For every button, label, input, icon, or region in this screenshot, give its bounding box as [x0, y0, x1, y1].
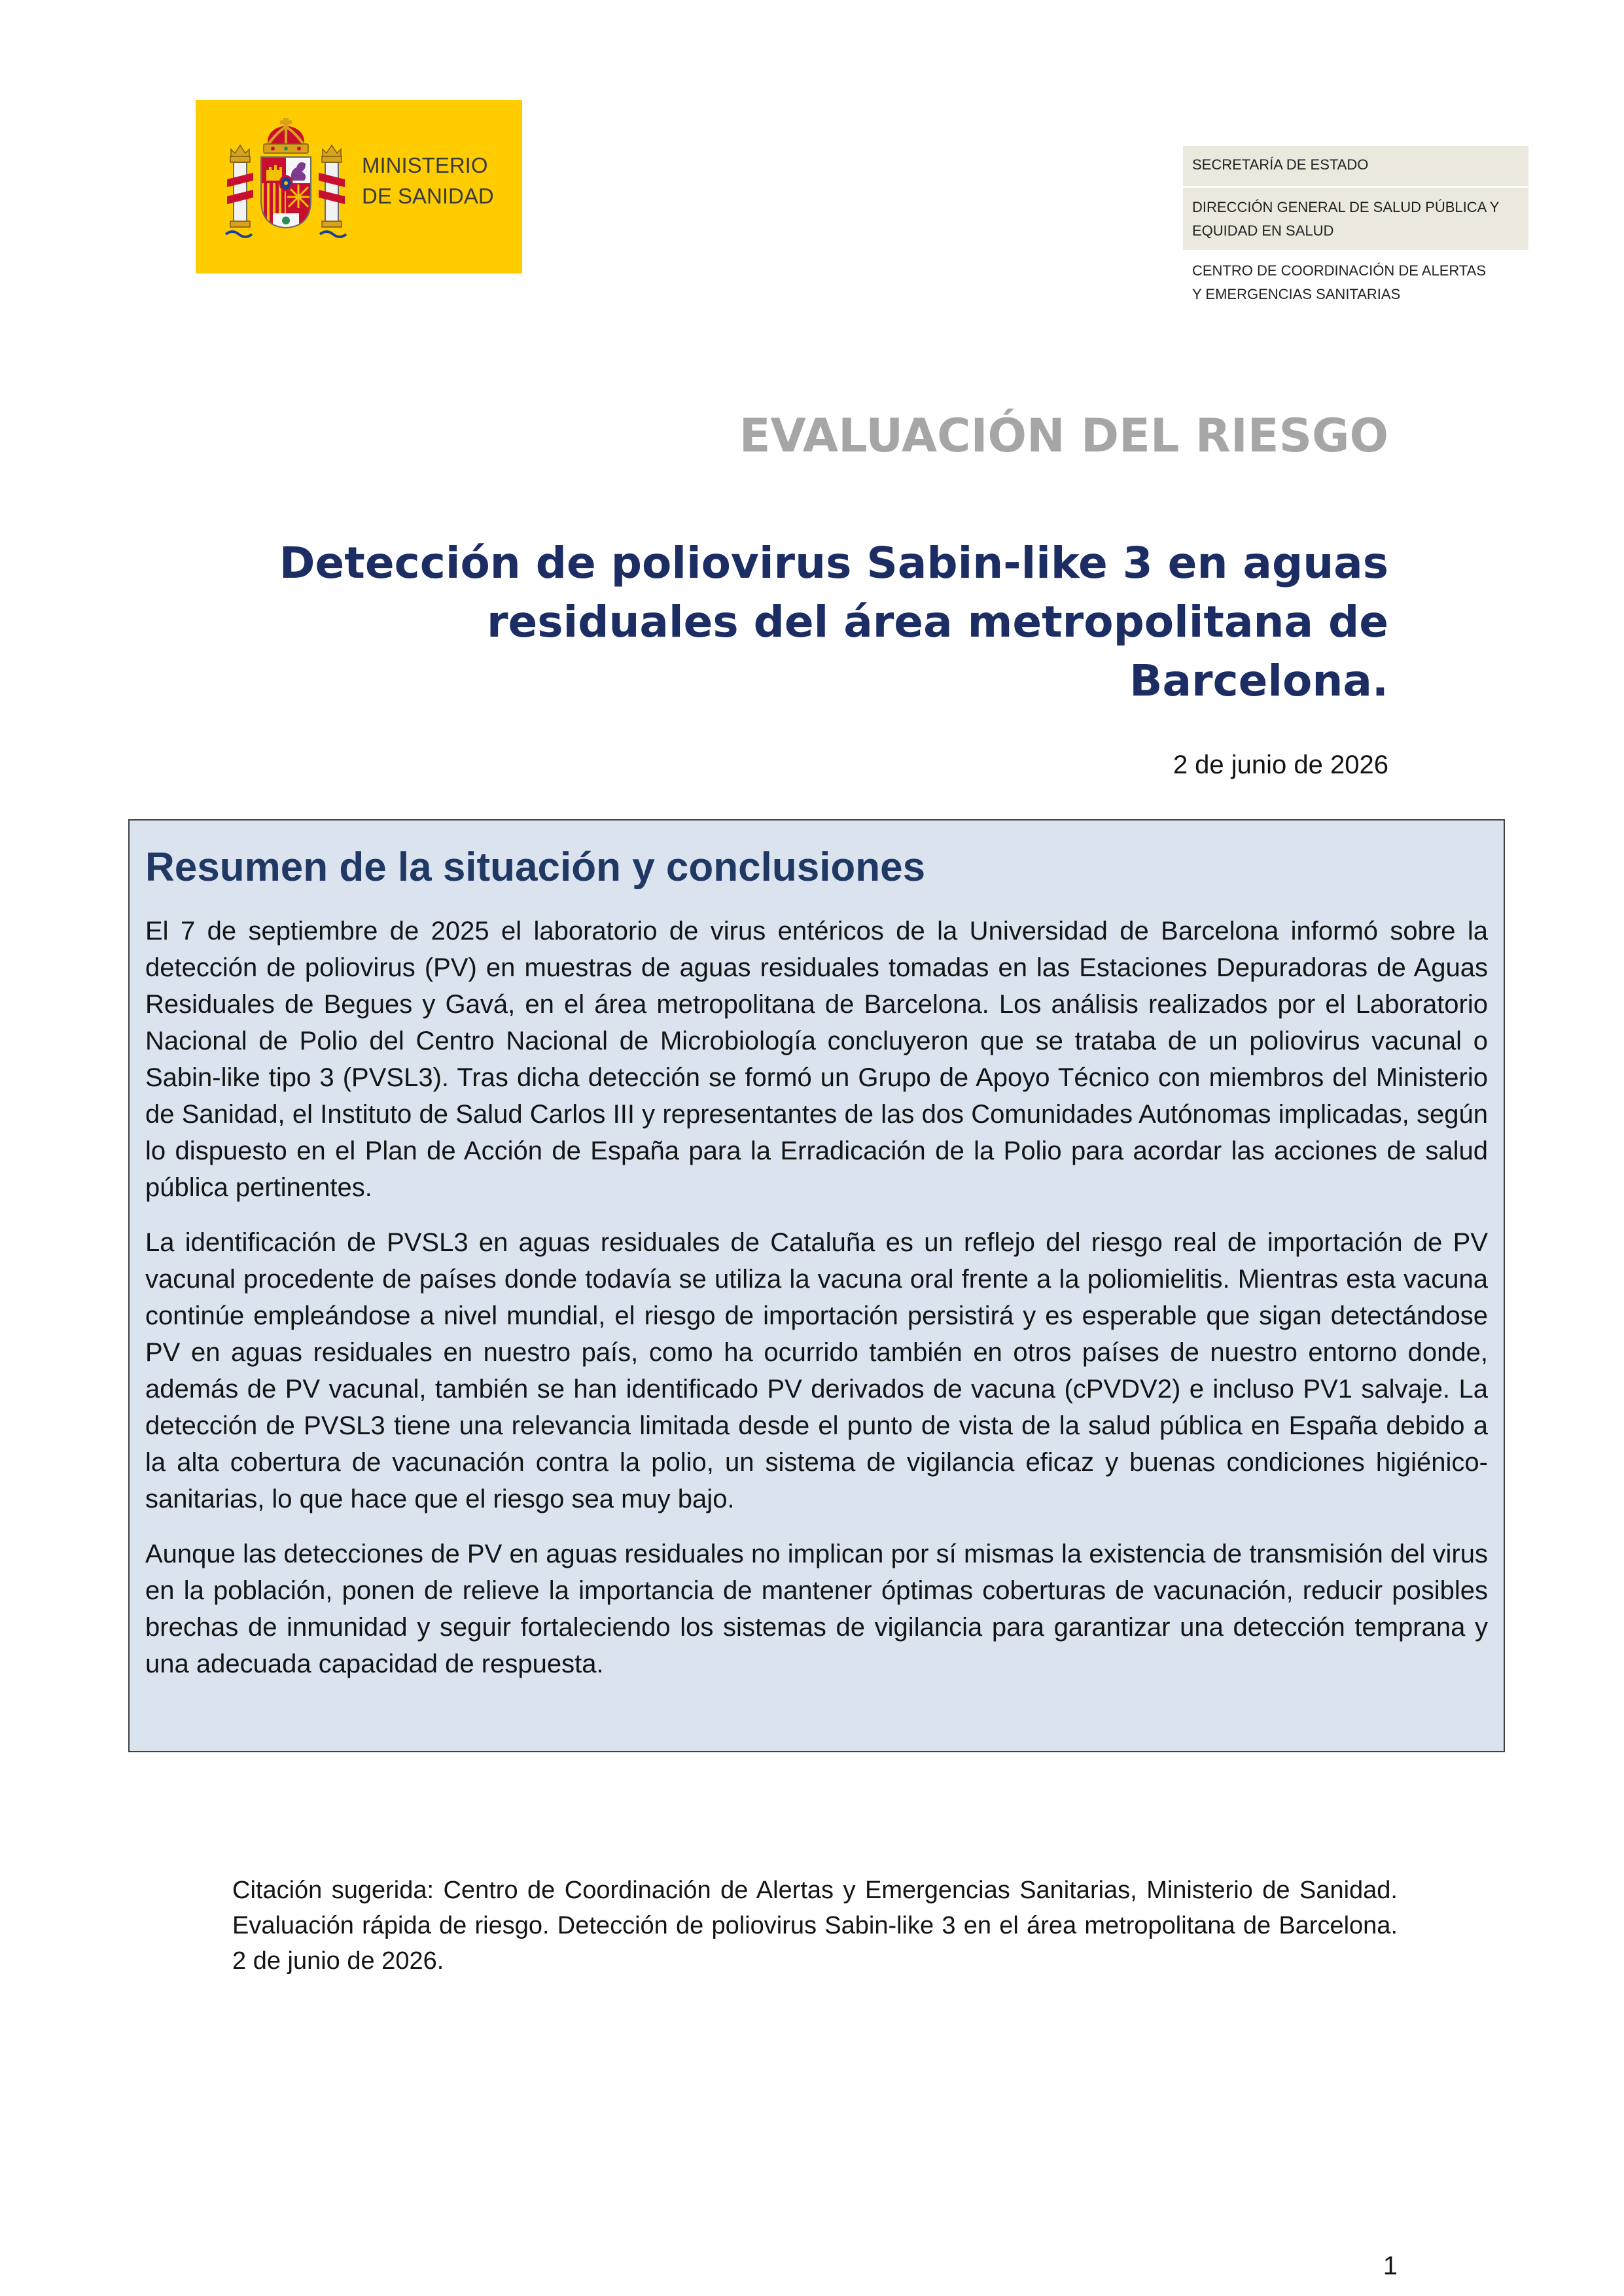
citation-line: 2 de junio de 2026. — [232, 1947, 444, 1975]
right-pillar-icon — [319, 145, 345, 227]
title-line: Detección de poliovirus Sabin-like 3 en aguas — [279, 538, 1388, 588]
crown-icon — [264, 118, 308, 153]
direccion-band — [1183, 188, 1528, 250]
summary-box — [128, 819, 1505, 1752]
document-kicker: EVALUACIÓN DEL RIESGO — [739, 409, 1388, 463]
centro-label-line: CENTRO DE COORDINACIÓN DE ALERTAS — [1192, 262, 1487, 279]
secretaria-label: SECRETARÍA DE ESTADO — [1192, 156, 1369, 173]
organisation-block — [1183, 146, 1528, 306]
logo-wordmark — [362, 150, 494, 211]
logo-text-line: MINISTERIO — [362, 153, 488, 177]
centro-label-line: Y EMERGENCIAS SANITARIAS — [1192, 286, 1401, 302]
secretaria-band — [1183, 146, 1528, 186]
left-pillar-icon — [227, 145, 253, 227]
summary-paragraph: El 7 de septiembre de 2025 el laboratorio de virus entéricos de la Universidad de Barcelona informó sobre la detección de poliovirus (PV) en muestras de aguas residuales tomadas en las Estaciones Depuradoras de Aguas Residuales de Begues y Gavá, en el área metropolitana de Barcelona. Los análisis realizados por el Laboratorio Nacional de Polio del Centro Nacional de Microbiología concluyeron que se trataba de un poliovirus vacunal o Sabin-like tipo 3 (PVSL3). Tras dicha detección se formó un Grupo de Apoyo Técnico con miembros del Ministerio de Sanidad, el Instituto de Salud Carlos III y representantes de las dos Comunidades Autónomas implicadas, según lo dispuesto en el Plan de Acción de España para la Erradicación de la Polio para acordar las acciones de salud pública pertinentes. — [145, 917, 1488, 1202]
document-date: 2 de junio de 2026 — [1173, 751, 1388, 779]
ministry-logo — [196, 100, 522, 274]
citation-line: Citación sugerida: Centro de Coordinación de Alertas y Emergencias Sanitarias, Ministerio de Sanidad. — [232, 1877, 1398, 1904]
summary-heading: Resumen de la situación y conclusiones — [145, 845, 926, 890]
shield-icon — [261, 157, 311, 229]
title-line: residuales del área metropolitana de — [486, 597, 1388, 647]
document-title — [279, 534, 1388, 711]
logo-text-line: DE SANIDAD — [362, 184, 494, 208]
direccion-label-line: EQUIDAD EN SALUD — [1192, 222, 1334, 239]
title-line: Barcelona. — [1129, 656, 1388, 706]
direccion-label-line: DIRECCIÓN GENERAL DE SALUD PÚBLICA Y — [1192, 199, 1500, 215]
summary-paragraph: Aunque las detecciones de PV en aguas residuales no implican por sí mismas la existencia de transmisión del virus en la población, ponen de relieve la importancia de mantener óptimas coberturas de vacunación, reducir posibles brechas de inmunidad y seguir fortaleciendo los sistemas de vigilancia para garantizar una detección temprana y una adecuada capacidad de respuesta. — [145, 1540, 1488, 1678]
page-number: 1 — [1383, 2252, 1398, 2280]
citation-line: Evaluación rápida de riesgo. Detección de poliovirus Sabin-like 3 en el área metropolitana de Barcelona. — [232, 1912, 1398, 1939]
summary-paragraph: La identificación de PVSL3 en aguas residuales de Cataluña es un reflejo del riesgo real de importación de PV vacunal procedente de países donde todavía se utiliza la vacuna oral frente a la poliomielitis. Mientras esta vacuna continúe empleándose a nivel mundial, el riesgo de importación persistirá y es esperable que sigan detectándose PV en aguas residuales en nuestro país, como ha ocurrido también en otros países de nuestro entorno donde, además de PV vacunal, también se han identificado PV derivados de vacuna (cPVDV2) e incluso PV1 salvaje. La detección de PVSL3 tiene una relevancia limitada desde el punto de vista de la salud pública en España debido a la alta cobertura de vacunación contra la polio, un sistema de vigilancia eficaz y buenas condiciones higiénico-sanitarias, lo que hace que el riesgo sea muy bajo. — [145, 1228, 1488, 1513]
suggested-citation — [232, 1873, 1398, 1979]
centro-band — [1183, 250, 1528, 306]
coat-of-arms-icon — [221, 116, 351, 247]
